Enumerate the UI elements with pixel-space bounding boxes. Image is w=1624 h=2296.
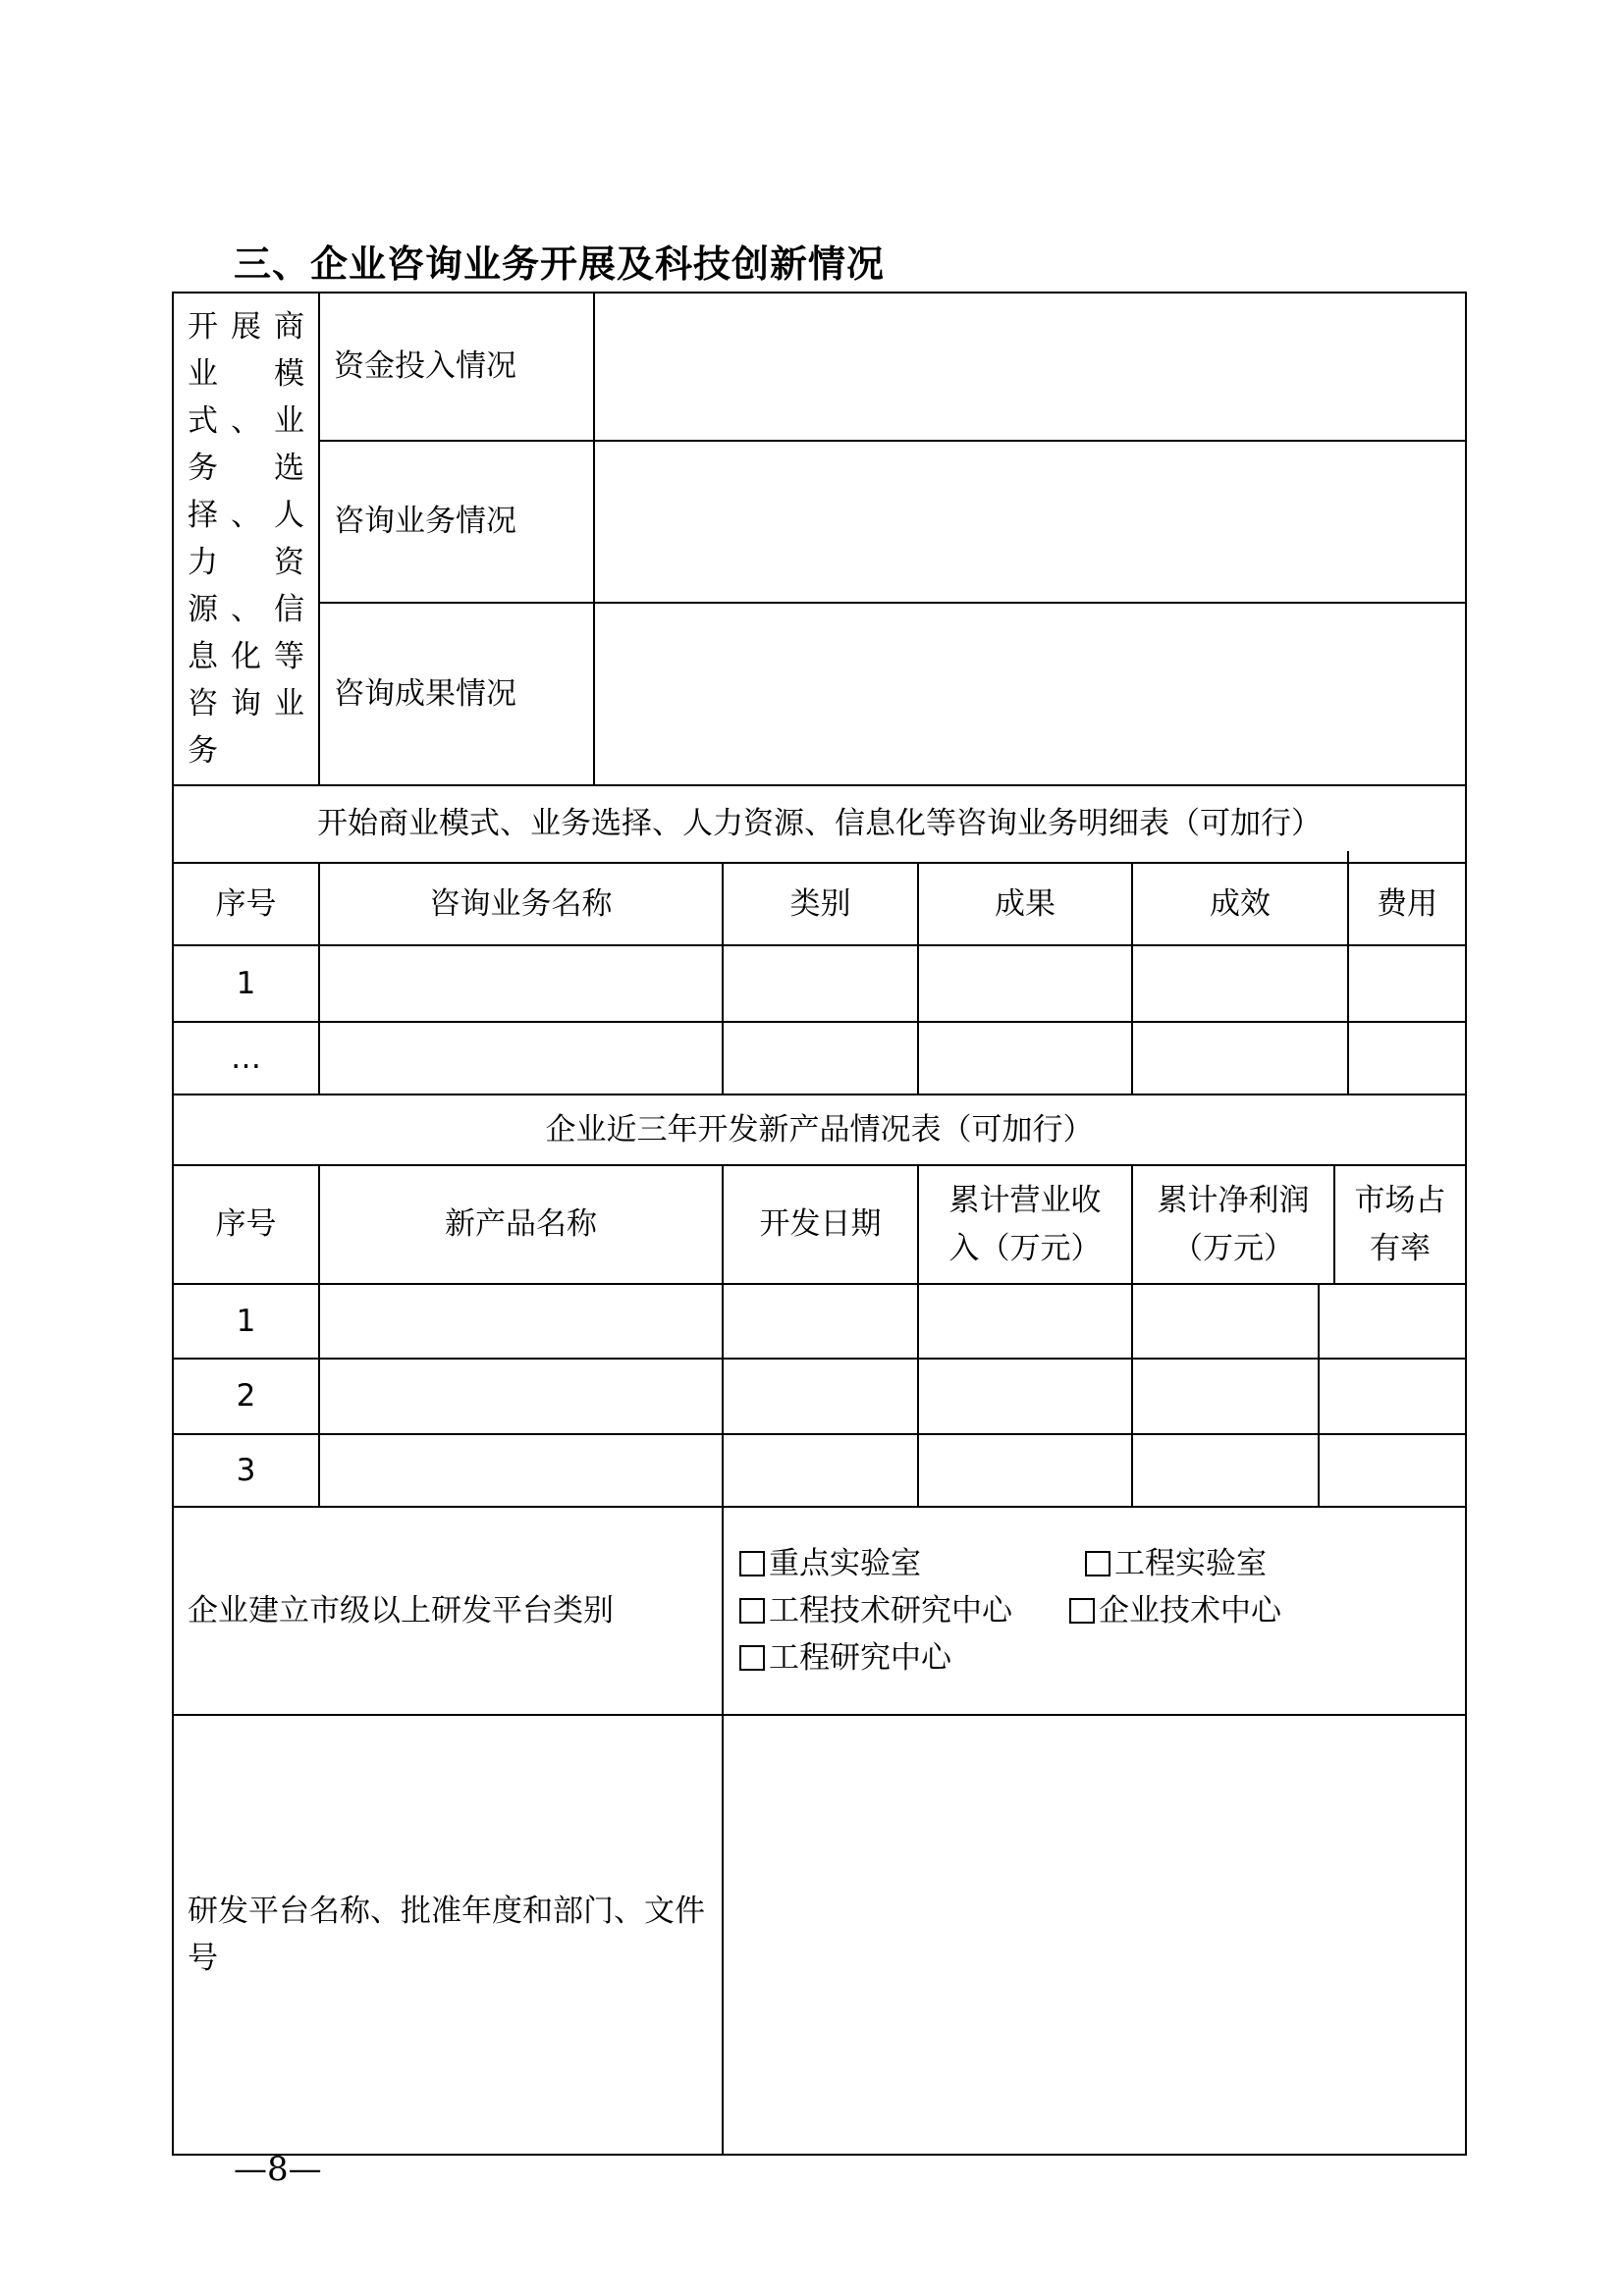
table-row (173, 1022, 1466, 1095)
table-row (173, 1359, 1466, 1434)
detail-cell[interactable] (319, 945, 723, 1022)
consulting-business-label: 咨询业务情况 (319, 441, 594, 603)
form-table (172, 292, 1467, 2156)
product-row-index: 2 (173, 1359, 319, 1434)
detail-cell[interactable] (1132, 945, 1466, 1022)
option-engineering-research-center[interactable]: 工程研究中心 (739, 1634, 951, 1682)
product-header-profit: 累计净利润（万元） (1157, 1183, 1310, 1266)
product-cell[interactable] (319, 1434, 723, 1507)
detail-table-title: 开始商业模式、业务选择、人力资源、信息化等咨询业务明细表（可加行） (173, 785, 1466, 863)
detail-header-index: 序号 (173, 863, 319, 945)
product-header-date: 开发日期 (723, 1165, 918, 1284)
product-cell[interactable] (1132, 1284, 1466, 1359)
product-cell[interactable] (918, 1359, 1132, 1434)
consulting-side-label: 开展商业模式、业务选择、人力资源、信息化等咨询业务 (173, 293, 319, 785)
detail-cell[interactable] (918, 945, 1132, 1022)
product-header-revenue: 累计营业收入（万元） (918, 1165, 1132, 1284)
product-header-index: 序号 (173, 1165, 319, 1284)
product-cell[interactable] (723, 1284, 918, 1359)
product-cell[interactable] (319, 1359, 723, 1434)
platform-info-value[interactable] (723, 1715, 1466, 2155)
checkbox-icon[interactable] (739, 1551, 765, 1576)
detail-header-effect: 成效 (1210, 885, 1271, 922)
product-row-index: 3 (173, 1434, 319, 1507)
detail-header-cost: 费用 (1347, 851, 1465, 957)
product-cell[interactable] (723, 1359, 918, 1434)
detail-header-result: 成果 (918, 863, 1132, 945)
page-number: —8— (234, 2150, 322, 2189)
product-row-index: 1 (173, 1284, 319, 1359)
product-header-name: 新产品名称 (319, 1165, 723, 1284)
funding-value[interactable] (594, 293, 1466, 441)
detail-cell[interactable] (918, 1022, 1132, 1095)
table-row (173, 945, 1466, 1022)
checkbox-icon[interactable] (739, 1645, 765, 1671)
product-cell[interactable] (1132, 1359, 1466, 1434)
product-header-profit-share (1132, 1165, 1466, 1284)
detail-cell[interactable] (1132, 1022, 1466, 1095)
checkbox-icon[interactable] (1085, 1551, 1110, 1576)
detail-cell[interactable] (723, 945, 918, 1022)
funding-label: 资金投入情况 (319, 293, 594, 441)
option-engineering-tech-center[interactable]: 工程技术研究中心 (739, 1587, 1069, 1634)
detail-cell[interactable] (723, 1022, 918, 1095)
product-cell[interactable] (723, 1434, 918, 1507)
detail-header-category: 类别 (723, 863, 918, 945)
consulting-results-label: 咨询成果情况 (319, 603, 594, 785)
option-enterprise-tech-center[interactable]: 企业技术中心 (1069, 1587, 1281, 1634)
platform-type-label: 企业建立市级以上研发平台类别 (173, 1507, 723, 1715)
option-engineering-lab[interactable]: 工程实验室 (1085, 1540, 1267, 1587)
detail-row-index: … (173, 1022, 319, 1095)
product-table-title: 企业近三年开发新产品情况表（可加行） (173, 1095, 1466, 1165)
platform-info-label: 研发平台名称、批准年度和部门、文件号 (173, 1715, 723, 2155)
product-cell[interactable] (918, 1284, 1132, 1359)
consulting-results-value[interactable] (594, 603, 1466, 785)
detail-cell[interactable] (319, 1022, 723, 1095)
product-cell[interactable] (1132, 1434, 1466, 1507)
checkbox-icon[interactable] (1069, 1598, 1095, 1624)
product-header-share: 市场占有率 (1333, 1166, 1465, 1283)
option-key-lab[interactable]: 重点实验室 (739, 1540, 1085, 1587)
section-title: 三、企业咨询业务开展及科技创新情况 (234, 242, 886, 286)
checkbox-icon[interactable] (739, 1598, 765, 1624)
product-cell[interactable] (918, 1434, 1132, 1507)
product-cell[interactable] (319, 1284, 723, 1359)
detail-row-index: 1 (173, 945, 319, 1022)
table-row (173, 1434, 1466, 1507)
platform-options (723, 1507, 1466, 1715)
table-row (173, 1284, 1466, 1359)
detail-header-name: 咨询业务名称 (319, 863, 723, 945)
consulting-business-value[interactable] (594, 441, 1466, 603)
detail-header-effect-cost (1132, 863, 1466, 945)
